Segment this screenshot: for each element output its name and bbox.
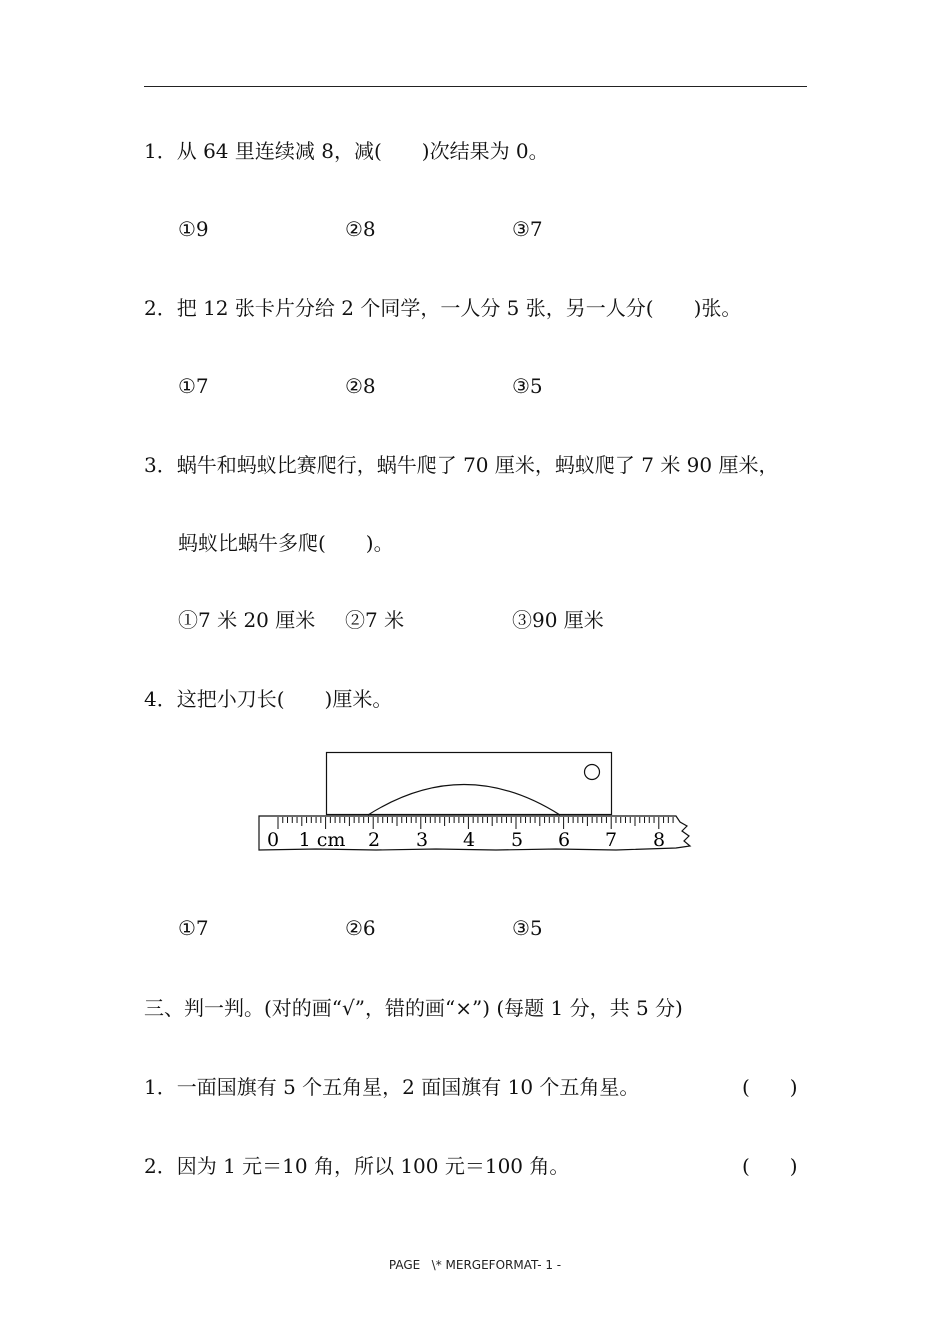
judge-item-1-answer-blank[interactable]: ( ): [742, 1075, 798, 1099]
q4-option-b[interactable]: ②6: [345, 916, 376, 940]
ruler-label-6: 6: [557, 829, 571, 851]
q3-option-b[interactable]: ②7 米: [345, 608, 405, 632]
ruler-label-3: 3: [415, 829, 429, 851]
ruler-label-2: 2: [367, 829, 381, 851]
ruler-label-4: 4: [462, 829, 476, 851]
ruler-label-5: 5: [510, 829, 524, 851]
ruler-label-8: 8: [652, 829, 666, 851]
question-1-stem: 1．从 64 里连续减 8，减( )次结果为 0。: [144, 139, 549, 163]
q4-option-a[interactable]: ①7: [178, 916, 209, 940]
q1-option-a[interactable]: ①9: [178, 217, 209, 241]
question-3-stem-continued: 蚂蚁比蜗牛多爬( )。: [178, 531, 394, 555]
ruler-label-7: 7: [604, 829, 618, 851]
q1-option-b[interactable]: ②8: [345, 217, 376, 241]
judge-item-2-text: 2．因为 1 元＝10 角，所以 100 元＝100 角。: [144, 1154, 570, 1178]
header-rule: [144, 86, 807, 87]
judge-item-1-text: 1．一面国旗有 5 个五角星，2 面国旗有 10 个五角星。: [144, 1075, 640, 1099]
judge-item-2-answer-blank[interactable]: ( ): [742, 1154, 798, 1178]
q1-option-c[interactable]: ③7: [512, 217, 543, 241]
q2-option-a[interactable]: ①7: [178, 374, 209, 398]
knife-hole: [585, 765, 600, 780]
ruler-labels: [267, 829, 665, 851]
question-4-stem: 4．这把小刀长( )厘米。: [144, 687, 393, 711]
q2-option-b[interactable]: ②8: [345, 374, 376, 398]
q3-option-a[interactable]: ①7 米 20 厘米: [178, 608, 316, 632]
knife-body: [327, 753, 612, 815]
knife-ruler-figure: [256, 746, 696, 856]
q3-option-c[interactable]: ③90 厘米: [512, 608, 604, 632]
q4-option-c[interactable]: ③5: [512, 916, 543, 940]
question-3-stem: 3．蜗牛和蚂蚁比赛爬行，蜗牛爬了 70 厘米，蚂蚁爬了 7 米 90 厘米，: [144, 453, 779, 477]
q2-option-c[interactable]: ③5: [512, 374, 543, 398]
section-3-heading: 三、判一判。(对的画“√”，错的画“×”) (每题 1 分，共 5 分): [144, 996, 683, 1020]
ruler-label-1: 1 cm: [298, 829, 346, 851]
ruler-label-0: 0: [266, 829, 280, 851]
question-2-stem: 2．把 12 张卡片分给 2 个同学，一人分 5 张，另一人分( )张。: [144, 296, 742, 320]
page-footer: PAGE \* MERGEFORMAT- 1 -: [388, 1258, 562, 1272]
